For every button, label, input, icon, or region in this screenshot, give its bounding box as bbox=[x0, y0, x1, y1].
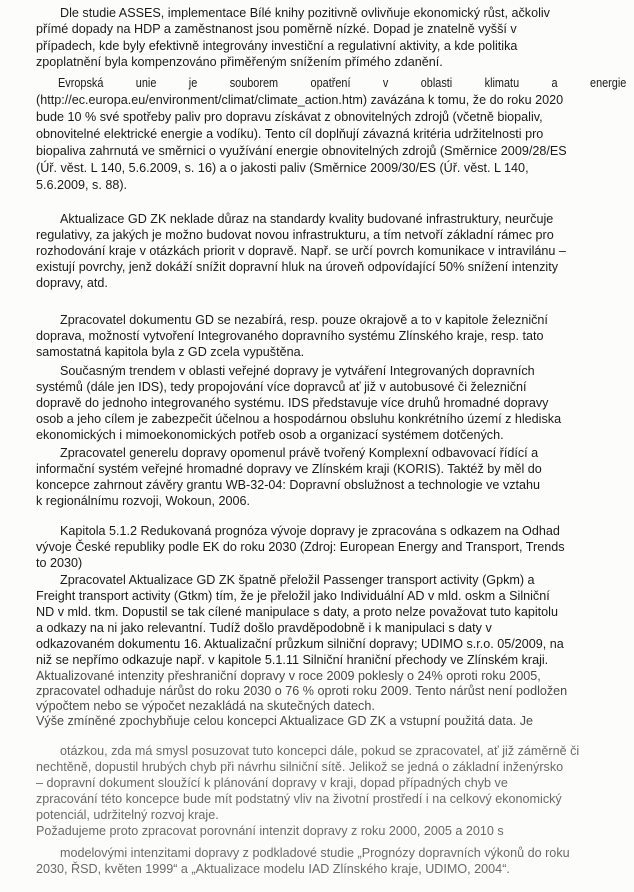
text-line: Výše zmíněné zpochybňuje celou koncepci Aktualizace GD ZK a vstupní použitá data. Je bbox=[36, 714, 534, 728]
text-line: (http://ec.europa.eu/environment/climat/climate_action.htm) zavázána k tomu, že do roku 2020 bbox=[36, 93, 564, 107]
text-line: informační systém veřejné hromadné dopravy ve Zlínském kraji (KORIS). Taktéž by měl do bbox=[36, 462, 542, 476]
text-line: samostatná kapitola byla z GD zcela vypuštěna. bbox=[36, 345, 305, 359]
text-line: 2030, ŘSD, květen 1999“ a „Aktualizace modelu IAD Zlínského kraje, UDIMO, 2004“. bbox=[36, 862, 510, 876]
text-line: ekonomických i mimoekonomických potřeb osob a organizací systémem dotčených. bbox=[36, 428, 504, 442]
text-line: bude 10 % své spotřeby paliv pro dopravu získávat z obnovitelných zdrojů (včetně biopaliv, bbox=[36, 110, 543, 124]
text-line: Dle studie ASSES, implementace Bílé knihy pozitivně ovlivňuje ekonomický růst, ačkoliv bbox=[60, 6, 550, 20]
text-line: dopravě do jednoho integrovaného systému. IDS představuje více druhů hromadné dopravy bbox=[36, 396, 549, 410]
text-line: obnovitelné elektrické energie a vodíku). Tento cíl doplňují závazná kritéria udržitelnosti pro bbox=[36, 127, 544, 141]
text-line: zpoplatnění byla kompenzováno přiměřeným snížením přímého zdanění. bbox=[36, 55, 443, 69]
text-line: Zpracovatel dokumentu GD se nezabírá, resp. pouze okrajově a to v kapitole železniční bbox=[60, 313, 548, 327]
text-line: Současným trendem v oblasti veřejné dopravy je vytváření Integrovaných dopravních bbox=[60, 364, 535, 378]
text-line: otázkou, zda má smysl posuzovat tuto koncepci dále, pokud se zpracovatel, ať již záměrně či bbox=[60, 744, 580, 758]
text-line: doprava, možností vytvoření Integrovaného dopravního systému Zlínského kraje, resp. tato bbox=[36, 329, 544, 343]
text-line: Požadujeme proto zpracovat porovnání intenzit dopravy z roku 2000, 2005 a 2010 s bbox=[36, 824, 504, 838]
text-line: Kapitola 5.1.2 Redukovaná prognóza vývoje dopravy je zpracována s odkazem na Odhad bbox=[60, 524, 560, 538]
text-line: dopravy, atd. bbox=[36, 276, 108, 290]
text-line: – dopravní dokument sloužící k plánování dopravy v kraji, dopad případných chyb ve bbox=[36, 776, 508, 790]
text-line: k regionálnímu rozvoji, Wokoun, 2006. bbox=[36, 494, 250, 508]
text-line: Aktualizované intenzity přeshraniční dopravy v roce 2009 poklesly o 24% oproti roku 2005, bbox=[36, 669, 541, 683]
text-line: existují povrchy, jenž dokáží snížit dopravní hluk na úroveň odpovídající 50% snížení intenzity bbox=[36, 260, 558, 274]
text-line: Evropská unie je souborem opatření v oblasti klimatu a energie bbox=[58, 76, 627, 90]
text-line: koncepce zahrnout závěry grantu WB-32-04: Dopravní obslužnost a technologie ve vztahu bbox=[36, 478, 541, 492]
text-line: zpracovatel odhaduje nárůst do roku 2030 o 76 % oproti roku 2009. Tento nárůst není podložen bbox=[36, 684, 568, 698]
text-line: nechtěně, dopustil hrubých chyb při návrhu silniční sítě. Jelikož se jedná o základní inženýrsko bbox=[36, 760, 564, 774]
text-line: přímé dopady na HDP a zaměstnanost jsou poměrně nízké. Dopad je znatelně vyšší v bbox=[36, 22, 517, 36]
text-line: vývoje České republiky podle EK do roku 2030 (Zdroj: European Energy and Transport, Trends bbox=[36, 540, 565, 554]
text-line: výpočtem nebo se výpočet nezakládá na skutečných datech. bbox=[36, 699, 375, 713]
text-line: systémů (dále jen IDS), tedy propojování více dopravců ať již v autobusové či železniční bbox=[36, 380, 527, 394]
text-line: případech, kde byly efektivně integrovány investiční a regulativní aktivity, a kde politika bbox=[36, 39, 518, 53]
text-line: modelovými intenzitami dopravy z podkladové studie „Prognózy dopravních výkonů do roku bbox=[60, 846, 570, 860]
text-line: regulativy, za jakých je možno budovat novou infrastrukturu, a tím netvoří základní rámec pro bbox=[36, 228, 554, 242]
text-line: niž se nepřímo odkazuje např. v kapitole 5.1.11 Silniční hraniční přechody ve Zlínském kraji. bbox=[36, 653, 549, 667]
text-line: Freight transport activity (Gtkm) tím, že je přeložil jako Individuální AD v mld. oskm a Silniční bbox=[36, 589, 550, 603]
text-line: osob a jeho cílem je zabezpečit účelnou a hospodárnou obsluhu konkrétního území z hlediska bbox=[36, 412, 562, 426]
text-line: potenciál, udržitelný rozvoj kraje. bbox=[36, 808, 219, 822]
text-line: 5.6.2009, s. 88). bbox=[36, 178, 128, 192]
text-line: a odkazy na ni jako relevantní. Tudíž došlo pravděpodobně i k manipulaci s daty v bbox=[36, 621, 492, 635]
text-line: rozhodování kraje v otázkách priorit v dopravě. Např. se určí povrch komunikace v intravilánu – bbox=[36, 244, 566, 258]
text-line: (Úř. věst. L 140, 5.6.2009, s. 16) a o jakosti paliv (Směrnice 2009/30/ES (Úř. věst. L 140, bbox=[36, 161, 529, 175]
text-line: Aktualizace GD ZK neklade důraz na standardy kvality budované infrastruktury, neurčuje bbox=[60, 212, 554, 226]
text-line: biopaliva zahrnutá ve směrnici o využívání energie obnovitelných zdrojů (Směrnice 2009/28/ES bbox=[36, 144, 567, 158]
text-line: ND v mld. tkm. Dopustil se tak cílené manipulace s daty, a proto nelze považovat tuto kapitolu bbox=[36, 605, 558, 619]
text-line: to 2030) bbox=[36, 556, 83, 570]
text-line: Zpracovatel Aktualizace GD ZK špatně přeložil Passenger transport activity (Gpkm) a bbox=[60, 573, 535, 587]
text-line: zpracování této koncepce bude mít podstatný vliv na životní prostředí i na celkový ekonomický bbox=[36, 792, 562, 806]
text-line: Zpracovatel generelu dopravy opomenul právě tvořený Komplexní odbavovací řídící a bbox=[60, 446, 539, 460]
text-line: odkazovaném dokumentu 16. Aktualizační průzkum silniční dopravy; UDIMO s.r.o. 05/2009, na bbox=[36, 637, 564, 651]
